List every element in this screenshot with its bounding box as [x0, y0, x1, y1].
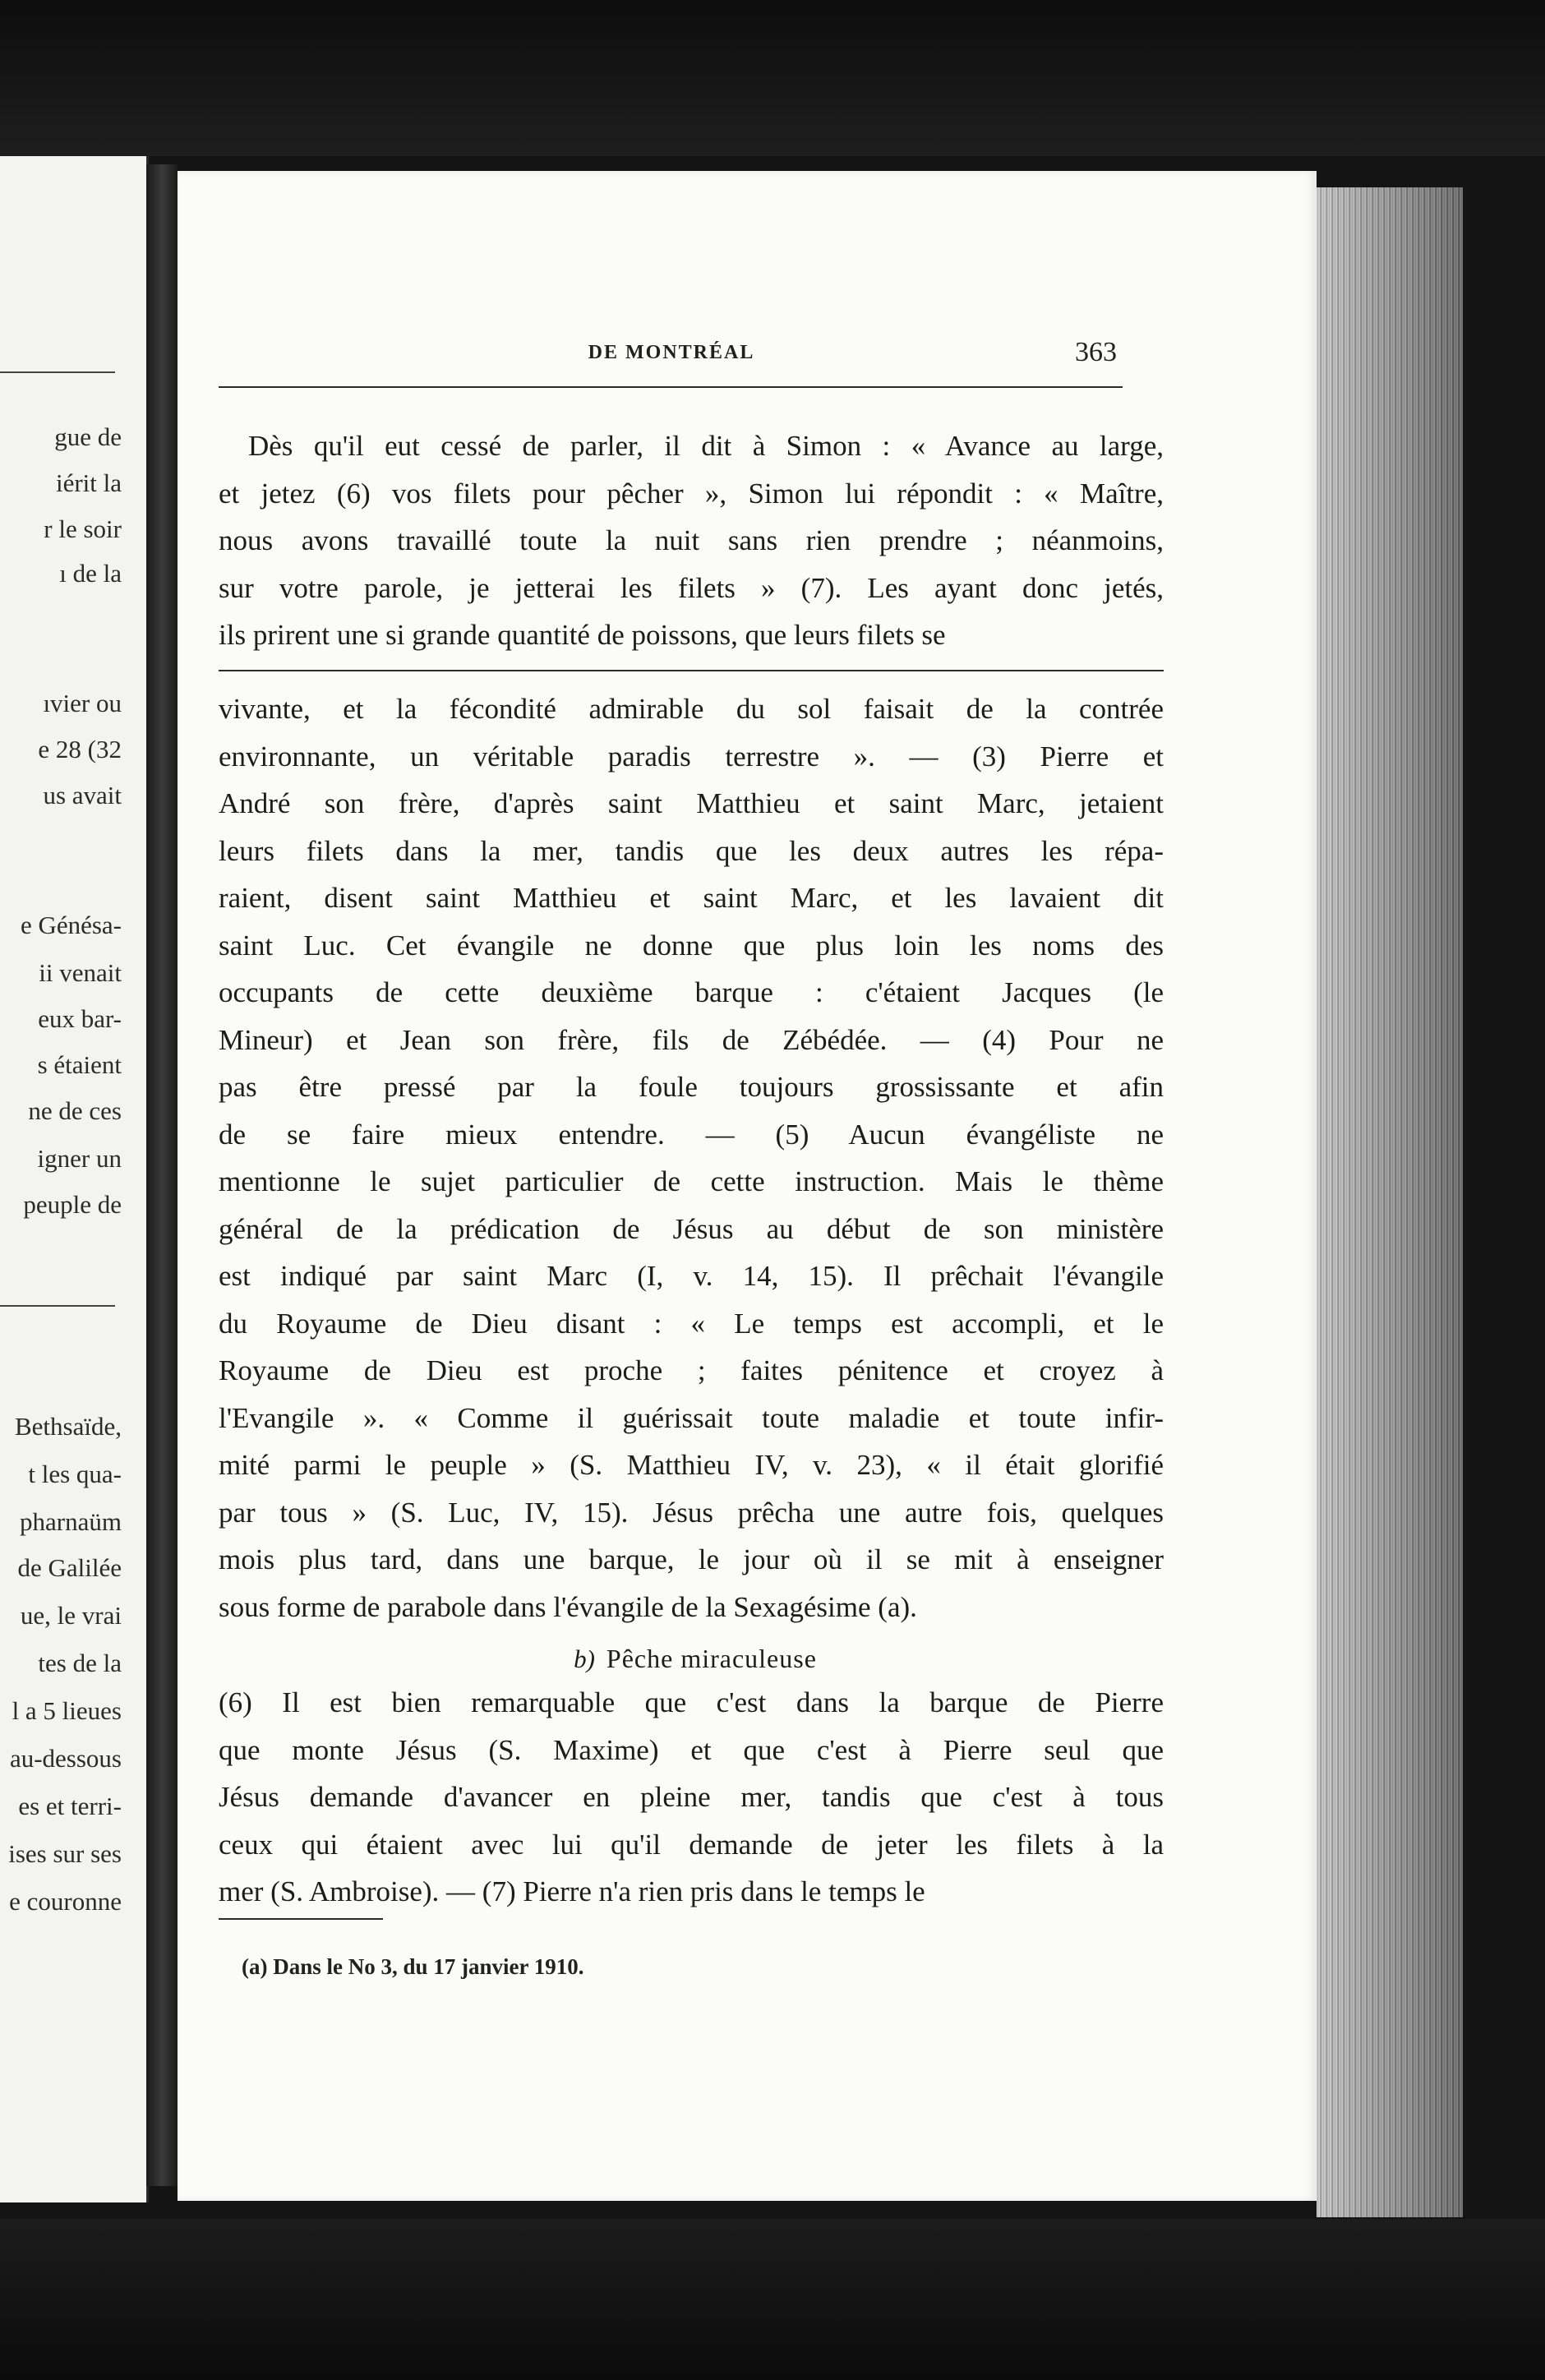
text-line: mois plus tard, dans une barque, le jour où il se mit à enseigner [219, 1543, 1164, 1575]
notes-text [219, 685, 1164, 1630]
page-363 [178, 171, 1317, 2201]
text-line: par tous » (S. Luc, IV, 15). Jésus prêcha une autre fois, quelques [219, 1496, 1164, 1529]
text-line: sur votre parole, je jetterai les filets » (7). Les ayant donc jetés, [219, 571, 1164, 604]
text-line: (6) Il est bien remarquable que c'est dans la barque de Pierre [219, 1686, 1164, 1718]
left-page-text-fragment: e Génésa- [20, 911, 122, 939]
left-page-text-fragment: l a 5 lieues [12, 1696, 122, 1725]
text-line: Mineur) et Jean son frère, fils de Zébédée. — (4) Pour ne [219, 1023, 1164, 1056]
text-line: Jésus demande d'avancer en pleine mer, tandis que c'est à tous [219, 1781, 1164, 1813]
text-line: et jetez (6) vos filets pour pêcher », Simon lui répondit : « Maître, [219, 477, 1164, 510]
section-letter: b) [574, 1644, 595, 1673]
left-page-text-fragment: au-dessous [9, 1744, 122, 1773]
scan-bottom-border [0, 2219, 1545, 2380]
left-page-text-fragment: ıvier ou [43, 689, 122, 717]
left-page-text-fragment: igner un [37, 1144, 122, 1173]
text-line: vivante, et la fécondité admirable du sol faisait de la contrée [219, 693, 1164, 725]
text-line: sous forme de parabole dans l'évangile de la Sexagésime (a). [219, 1590, 917, 1623]
text-line: du Royaume de Dieu disant : « Le temps est accompli, et le [219, 1307, 1164, 1340]
text-line: environnante, un véritable paradis terrestre ». — (3) Pierre et [219, 740, 1164, 773]
text-line: que monte Jésus (S. Maxime) et que c'est à Pierre seul que [219, 1733, 1164, 1766]
left-page-text-fragment: es et terri- [18, 1792, 122, 1820]
left-page-text-fragment: iérit la [55, 468, 122, 497]
main-text [219, 422, 1164, 659]
left-page-text-fragment: t les qua- [28, 1460, 122, 1488]
left-page-text-fragment: ises sur ses [8, 1839, 122, 1868]
running-head-title: DE MONTRÉAL [588, 342, 755, 363]
text-line: ils prirent une si grande quantité de poissons, que leurs filets se [219, 619, 946, 651]
notes-separator-rule [219, 670, 1164, 671]
left-page-text-fragment: ne de ces [28, 1096, 122, 1125]
left-page-text-fragment: peuple de [23, 1190, 122, 1219]
text-line: André son frère, d'après saint Matthieu et saint Marc, jetaient [219, 787, 1164, 819]
left-page-text-fragment: e couronne [9, 1887, 122, 1916]
left-page-rule [0, 1305, 115, 1307]
left-page-text-fragment: pharnaüm [20, 1507, 122, 1536]
footnote-rule [219, 1918, 383, 1920]
text-line: raient, disent saint Matthieu et saint Marc, et les lavaient dit [219, 882, 1164, 914]
text-line: l'Evangile ». « Comme il guérissait toute maladie et toute infir- [219, 1401, 1164, 1434]
notes-section-b [219, 1679, 1164, 1916]
left-page-text-fragment: de Galilée [17, 1553, 122, 1582]
left-page-text-fragment: tes de la [38, 1649, 122, 1677]
text-line: général de la prédication de Jésus au début de son ministère [219, 1212, 1164, 1245]
scan-top-border [0, 0, 1545, 156]
running-head [178, 337, 1317, 370]
left-facing-page [0, 156, 149, 2202]
left-page-text-fragment: r le soir [44, 514, 122, 543]
left-page-text-fragment: us avait [43, 781, 122, 809]
text-line: occupants de cette deuxième barque : c'étaient Jacques (le [219, 976, 1164, 1008]
text-line: est indiqué par saint Marc (I, v. 14, 15). Il prêchait l'évangile [219, 1260, 1164, 1292]
left-page-text-fragment: eux bar- [38, 1004, 122, 1033]
section-heading [178, 1644, 1213, 1674]
text-line: ceux qui étaient avec lui qu'il demande de jeter les filets à la [219, 1828, 1164, 1861]
section-title: Pêche miraculeuse [606, 1644, 817, 1673]
text-line: saint Luc. Cet évangile ne donne que plus loin les noms des [219, 929, 1164, 962]
book-page-edges-shade [1317, 187, 1463, 2217]
text-line: Royaume de Dieu est proche ; faites pénitence et croyez à [219, 1354, 1164, 1386]
header-rule [219, 386, 1123, 388]
left-page-text-fragment: s étaient [37, 1050, 122, 1079]
left-page-text-fragment: e 28 (32 [38, 735, 122, 763]
book-gutter [146, 164, 178, 2186]
text-line: pas être pressé par la foule toujours grossissante et afin [219, 1071, 1164, 1103]
left-page-text-fragment: ii venait [39, 958, 122, 987]
text-line: de se faire mieux entendre. — (5) Aucun évangéliste ne [219, 1118, 1164, 1151]
text-line: Dès qu'il eut cessé de parler, il dit à Simon : « Avance au large, [248, 430, 1164, 462]
left-page-text-fragment: ı de la [59, 559, 122, 588]
text-line: mité parmi le peuple » (S. Matthieu IV, v. 23), « il était glorifié [219, 1449, 1164, 1481]
left-page-text-fragment: ue, le vrai [20, 1601, 122, 1630]
text-line: nous avons travaillé toute la nuit sans rien prendre ; néanmoins, [219, 524, 1164, 556]
page-number: 363 [1075, 337, 1117, 367]
text-line: mer (S. Ambroise). — (7) Pierre n'a rien pris dans le temps le [219, 1875, 925, 1907]
left-page-text-fragment: Bethsaïde, [15, 1412, 122, 1441]
text-line: leurs filets dans la mer, tandis que les deux autres les répa- [219, 834, 1164, 867]
footnote: (a) Dans le No 3, du 17 janvier 1910. [242, 1954, 584, 1979]
left-page-text-fragment: gue de [54, 422, 122, 451]
text-line: mentionne le sujet particulier de cette instruction. Mais le thème [219, 1165, 1164, 1197]
left-page-rule [0, 371, 115, 373]
